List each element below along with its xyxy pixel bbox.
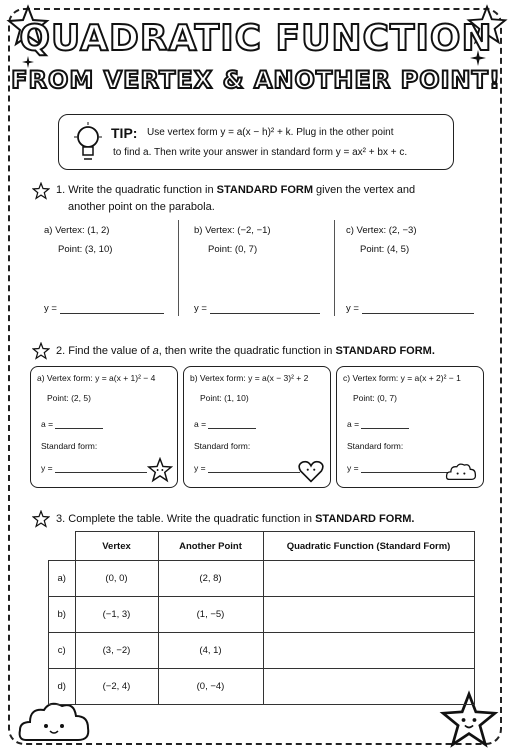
star-icon bbox=[32, 342, 50, 360]
answer-cell[interactable] bbox=[263, 561, 474, 597]
tip-box bbox=[58, 114, 454, 170]
vertex-cell: (0, 0) bbox=[75, 561, 158, 597]
answer-cell[interactable] bbox=[263, 633, 474, 669]
lightbulb-icon bbox=[71, 121, 105, 165]
heart-face-icon bbox=[298, 459, 324, 483]
q1-a-vertex: a) Vertex: (1, 2) bbox=[44, 225, 110, 236]
answer-field[interactable]: y = bbox=[194, 303, 320, 314]
answer-cell[interactable] bbox=[263, 669, 474, 705]
q1-b-vertex: b) Vertex: (−2, −1) bbox=[194, 225, 271, 236]
table-row bbox=[49, 669, 475, 705]
row-label: c) bbox=[49, 633, 76, 669]
tip-label: TIP: bbox=[111, 125, 138, 141]
point-cell: (0, −4) bbox=[158, 669, 263, 705]
question-1-prompt: 1. Write the quadratic function in STANDARD FORM given the vertex and bbox=[56, 184, 416, 196]
q2-box-c: c) Vertex form: y = a(x + 2)² − 1 Point: (0, 7) a = Standard form: y = bbox=[336, 366, 484, 488]
q1-c-vertex: c) Vertex: (2, −3) bbox=[346, 225, 417, 236]
vertex-cell: (−2, 4) bbox=[75, 669, 158, 705]
answer-field[interactable]: y = bbox=[346, 303, 474, 314]
table-row bbox=[49, 561, 475, 597]
row-label: b) bbox=[49, 597, 76, 633]
star-icon bbox=[32, 182, 50, 200]
q2-box-b: b) Vertex form: y = a(x − 3)² + 2 Point: (1, 10) a = Standard form: y = bbox=[183, 366, 331, 488]
table-header: Another Point bbox=[158, 532, 263, 561]
answer-field[interactable]: y = bbox=[44, 303, 164, 314]
divider bbox=[178, 220, 179, 316]
q1-c-point: Point: (4, 5) bbox=[360, 244, 410, 255]
point-cell: (2, 8) bbox=[158, 561, 263, 597]
question-1-prompt-line2: another point on the parabola. bbox=[68, 201, 215, 213]
tip-text: Use vertex form y = a(x − h)² + k. Plug in the other point bbox=[147, 127, 394, 138]
vertex-cell: (−1, 3) bbox=[75, 597, 158, 633]
row-label: d) bbox=[49, 669, 76, 705]
q1-b-point: Point: (0, 7) bbox=[208, 244, 258, 255]
table-header: Vertex bbox=[75, 532, 158, 561]
q2-box-a: a) Vertex form: y = a(x + 1)² − 4 Point: (2, 5) a = Standard form: y = bbox=[30, 366, 178, 488]
star-icon bbox=[32, 510, 50, 528]
point-cell: (4, 1) bbox=[158, 633, 263, 669]
vertex-cell: (3, −2) bbox=[75, 633, 158, 669]
page-subtitle: FROM VERTEX & ANOTHER POINT! bbox=[11, 66, 501, 94]
divider bbox=[334, 220, 335, 316]
table-row bbox=[49, 633, 475, 669]
q1-a-point: Point: (3, 10) bbox=[58, 244, 113, 255]
page-title: QUADRATIC FUNCTION bbox=[19, 18, 493, 59]
point-cell: (1, −5) bbox=[158, 597, 263, 633]
question-2-prompt: 2. Find the value of a, then write the quadratic function in STANDARD FORM. bbox=[56, 345, 435, 357]
row-label: a) bbox=[49, 561, 76, 597]
table-header bbox=[49, 532, 76, 561]
tip-text: to find a. Then write your answer in standard form y = ax² + bx + c. bbox=[113, 147, 408, 158]
table-header: Quadratic Function (Standard Form) bbox=[263, 532, 474, 561]
star-face-icon bbox=[147, 457, 173, 483]
cloud-icon bbox=[445, 459, 477, 483]
table-row bbox=[49, 597, 475, 633]
table-header-row bbox=[49, 532, 475, 561]
answer-cell[interactable] bbox=[263, 597, 474, 633]
answer-table bbox=[48, 531, 475, 705]
question-3-prompt: 3. Complete the table. Write the quadratic function in STANDARD FORM. bbox=[56, 513, 415, 525]
